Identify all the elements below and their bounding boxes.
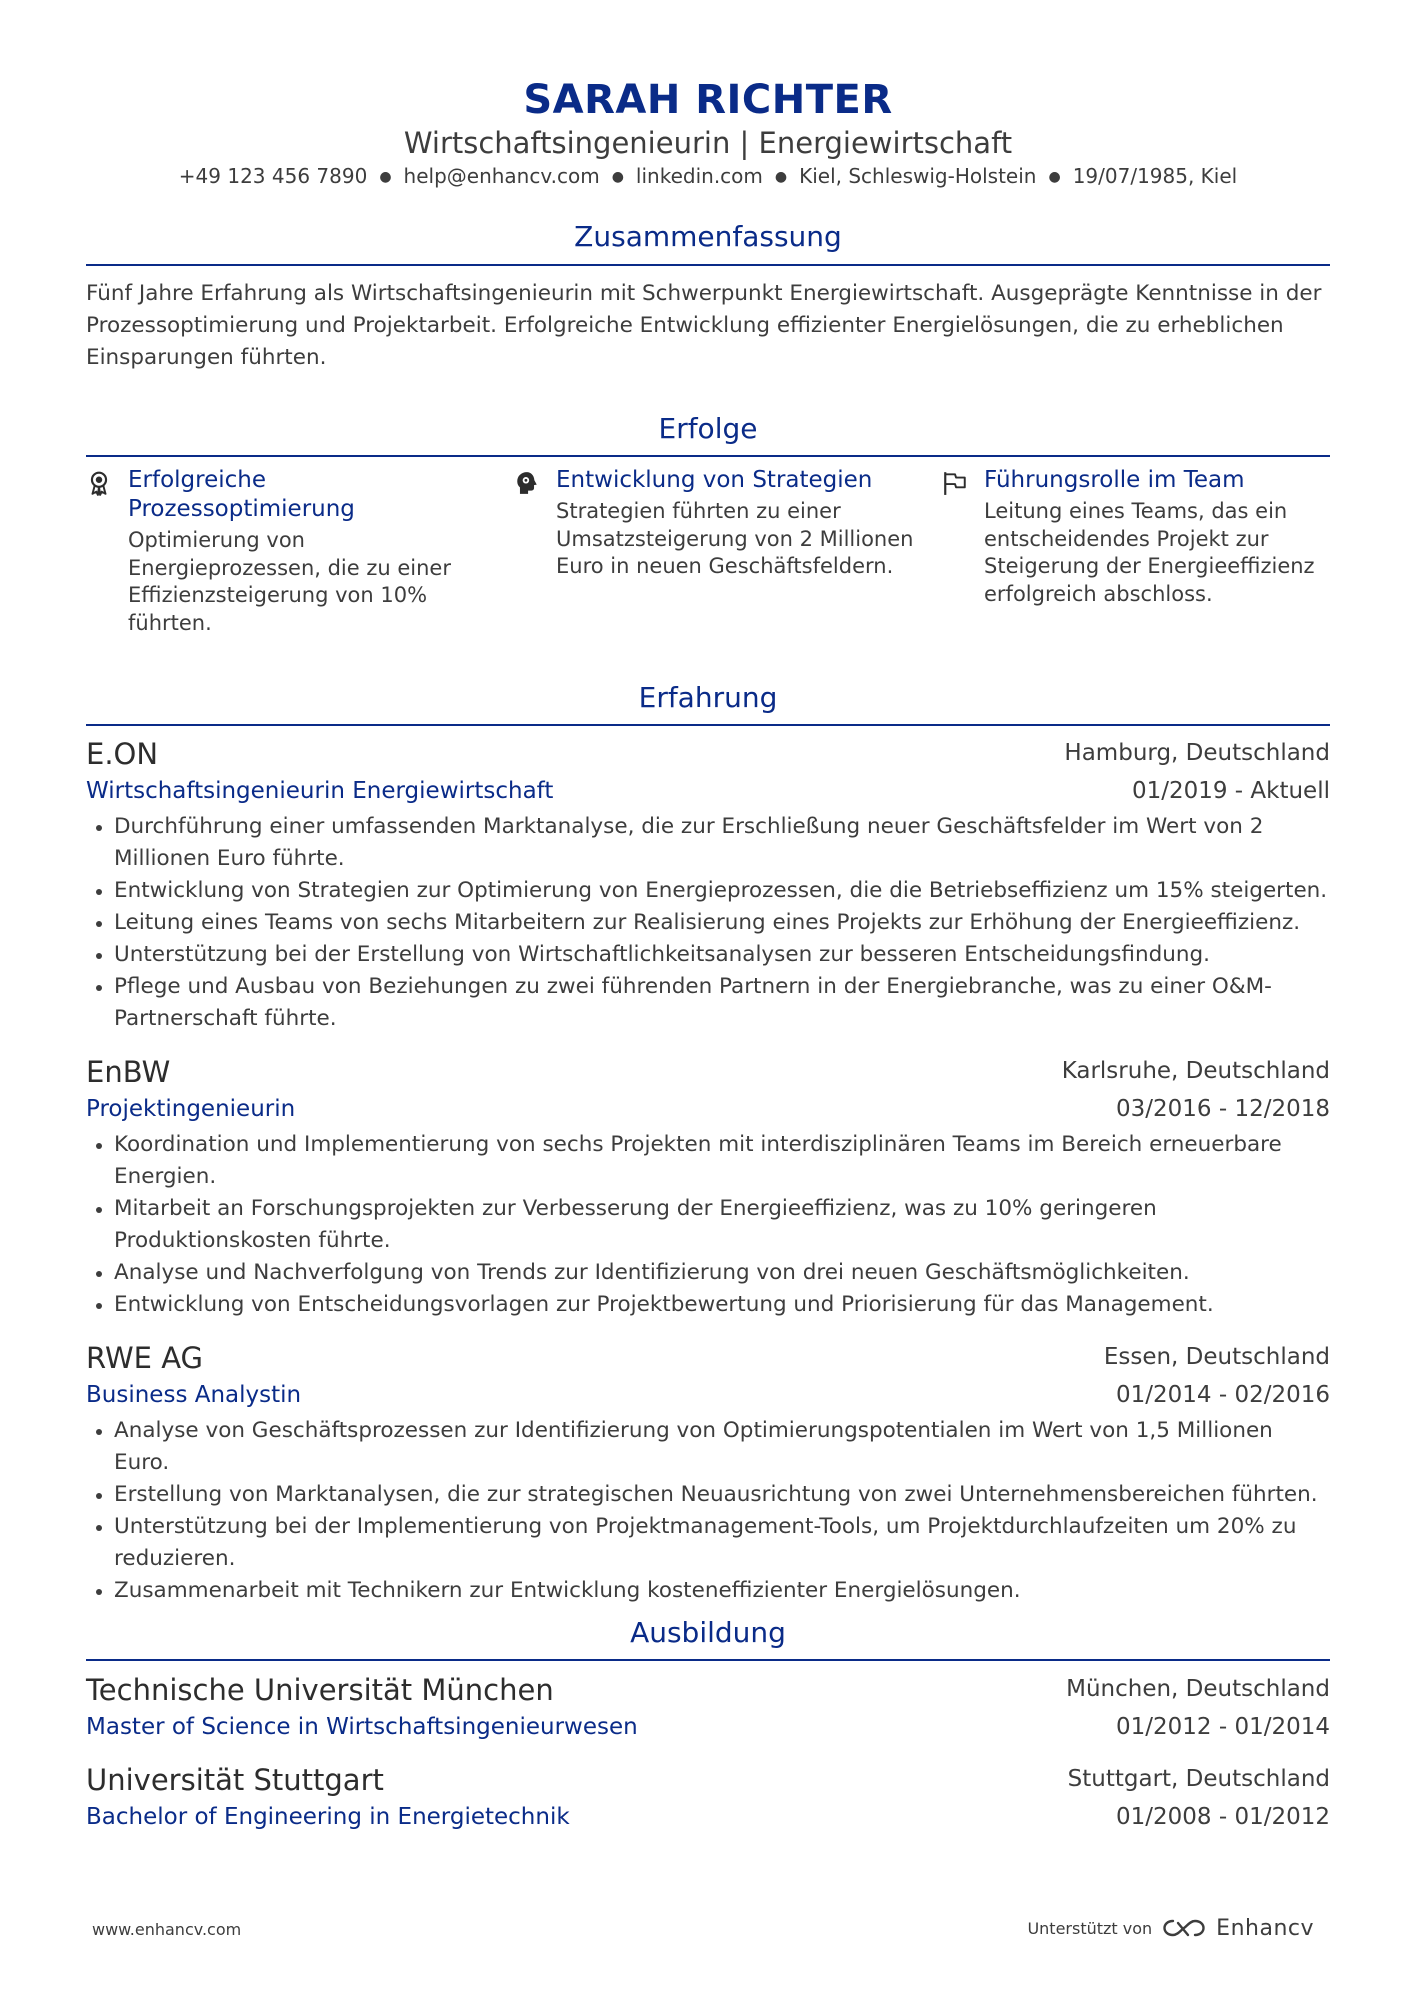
achievement-item bbox=[86, 466, 486, 637]
list-item: Analyse und Nachverfolgung von Trends zur Identifizierung von drei neuen Geschäftsmöglichkeiten. bbox=[114, 1257, 1330, 1289]
experience-divider bbox=[86, 724, 1330, 726]
summary-divider bbox=[86, 264, 1330, 266]
achievement-title: Führungsrolle im Team bbox=[984, 467, 1245, 493]
achievement-description: Optimierung von Energieprozessen, die zu einer Effizienzsteigerung von 10% führten. bbox=[128, 528, 451, 635]
flag-icon bbox=[942, 470, 968, 496]
education-dates: 01/2012 - 01/2014 bbox=[1115, 1714, 1330, 1740]
job-company: RWE AG bbox=[86, 1341, 203, 1375]
job-location: Essen, Deutschland bbox=[1103, 1344, 1330, 1370]
list-item: Leitung eines Teams von sechs Mitarbeitern zur Realisierung eines Projekts zur Erhöhung der Energieeffizienz. bbox=[114, 907, 1330, 939]
list-item: Unterstützung bei der Implementierung von Projektmanagement-Tools, um Projektdurchlaufzeiten um 20% zu reduzieren. bbox=[114, 1511, 1330, 1575]
education-entry bbox=[86, 1762, 1330, 1833]
achievement-title: Entwicklung von Strategien bbox=[556, 467, 873, 493]
education-degree: Master of Science in Wirtschaftsingenieurwesen bbox=[86, 1714, 638, 1740]
education-location: München, Deutschland bbox=[1066, 1676, 1330, 1702]
job-dates: 01/2014 - 02/2016 bbox=[1115, 1382, 1330, 1408]
job-company: E.ON bbox=[86, 737, 159, 771]
contact-linkedin: linkedin.com bbox=[635, 164, 763, 188]
contact-email: help@enhancv.com bbox=[403, 164, 600, 188]
education-school: Technische Universität München bbox=[86, 1673, 554, 1707]
list-item: Pflege und Ausbau von Beziehungen zu zwei führenden Partnern in der Energiebranche, was zu einer O&M-Partnerschaft führte. bbox=[114, 971, 1330, 1035]
achievements-divider bbox=[86, 455, 1330, 457]
award-ribbon-icon bbox=[86, 470, 112, 496]
candidate-subtitle: Wirtschaftsingenieurin | Energiewirtschaft bbox=[403, 126, 1013, 160]
candidate-name: SARAH RICHTER bbox=[523, 77, 893, 123]
job-entry bbox=[86, 1054, 1330, 1321]
achievement-title: Erfolgreiche Prozessoptimierung bbox=[128, 467, 355, 522]
education-entry bbox=[86, 1672, 1330, 1743]
education-location: Stuttgart, Deutschland bbox=[1067, 1766, 1330, 1792]
bullet-separator: ● bbox=[379, 169, 392, 185]
contact-phone: +49 123 456 7890 bbox=[178, 164, 368, 188]
experience-heading: Erfahrung bbox=[638, 681, 778, 714]
footer-powered-by: Unterstützt von bbox=[1027, 1918, 1153, 1938]
footer-website[interactable]: www.enhancv.com bbox=[92, 1920, 242, 1939]
education-divider bbox=[86, 1659, 1330, 1661]
summary-text: Fünf Jahre Erfahrung als Wirtschaftsingenieurin mit Schwerpunkt Energiewirtschaft. Ausgeprägte Kenntnisse in der Prozessoptimierung und Projektarbeit. Erfolgreiche Entwicklung effizienter Energielösungen, die zu erheblichen Einsparungen führten. bbox=[86, 281, 1322, 370]
education-dates: 01/2008 - 01/2012 bbox=[1115, 1804, 1330, 1830]
job-location: Karlsruhe, Deutschland bbox=[1061, 1058, 1330, 1084]
list-item: Mitarbeit an Forschungsprojekten zur Verbesserung der Energieeffizienz, was zu 10% geringeren Produktionskosten führte. bbox=[114, 1193, 1330, 1257]
job-role: Wirtschaftsingenieurin Energiewirtschaft bbox=[86, 778, 554, 804]
list-item: Durchführung einer umfassenden Marktanalyse, die zur Erschließung neuer Geschäftsfelder im Wert von 2 Millionen Euro führte. bbox=[114, 811, 1330, 875]
contact-location: Kiel, Schleswig-Holstein bbox=[799, 164, 1037, 188]
enhancv-logo-icon bbox=[1162, 1917, 1206, 1939]
job-dates: 03/2016 - 12/2018 bbox=[1115, 1096, 1330, 1122]
job-company: EnBW bbox=[86, 1055, 171, 1089]
bullet-separator: ● bbox=[774, 169, 788, 185]
list-item: Zusammenarbeit mit Technikern zur Entwicklung kosteneffizienter Energielösungen. bbox=[114, 1575, 1330, 1607]
achievement-description: Strategien führten zu einer Umsatzsteigerung von 2 Millionen Euro in neuen Geschäftsfeldern. bbox=[556, 499, 914, 578]
list-item: Analyse von Geschäftsprozessen zur Identifizierung von Optimierungspotentialen im Wert von 1,5 Millionen Euro. bbox=[114, 1415, 1330, 1479]
bullet-separator: ● bbox=[1048, 169, 1061, 185]
job-location: Hamburg, Deutschland bbox=[1064, 740, 1330, 766]
job-entry bbox=[86, 1340, 1330, 1607]
list-item: Unterstützung bei der Erstellung von Wirtschaftlichkeitsanalysen zur besseren Entscheidungsfindung. bbox=[114, 939, 1330, 971]
footer-brand: Enhancv bbox=[1216, 1915, 1314, 1941]
job-bullets bbox=[86, 1129, 1330, 1321]
education-heading: Ausbildung bbox=[630, 1616, 786, 1649]
contact-line bbox=[86, 162, 1330, 191]
job-bullets bbox=[86, 1415, 1330, 1607]
footer-branding bbox=[1027, 1912, 1314, 1944]
bullet-separator: ● bbox=[611, 169, 624, 185]
job-entry bbox=[86, 736, 1330, 1035]
education-degree: Bachelor of Engineering in Energietechnik bbox=[86, 1804, 570, 1830]
head-gear-icon bbox=[514, 470, 540, 496]
education-school: Universität Stuttgart bbox=[86, 1763, 384, 1797]
job-dates: 01/2019 - Aktuell bbox=[1131, 778, 1330, 804]
contact-birth: 19/07/1985, Kiel bbox=[1072, 164, 1238, 188]
list-item: Entwicklung von Entscheidungsvorlagen zur Projektbewertung und Priorisierung für das Management. bbox=[114, 1289, 1330, 1321]
list-item: Erstellung von Marktanalysen, die zur strategischen Neuausrichtung von zwei Unternehmensbereichen führten. bbox=[114, 1479, 1330, 1511]
achievements-heading: Erfolge bbox=[658, 412, 758, 445]
achievement-item bbox=[942, 466, 1342, 608]
achievement-item bbox=[514, 466, 914, 581]
achievement-description: Leitung eines Teams, das ein entscheidendes Projekt zur Steigerung der Energieeffizienz erfolgreich abschloss. bbox=[984, 499, 1315, 606]
job-role: Projektingenieurin bbox=[86, 1096, 296, 1122]
list-item: Entwicklung von Strategien zur Optimierung von Energieprozessen, die die Betriebseffizienz um 15% steigerten. bbox=[114, 875, 1330, 907]
job-bullets bbox=[86, 811, 1330, 1035]
job-role: Business Analystin bbox=[86, 1382, 302, 1408]
summary-heading: Zusammenfassung bbox=[574, 220, 842, 253]
list-item: Koordination und Implementierung von sechs Projekten mit interdisziplinären Teams im Bereich erneuerbare Energien. bbox=[114, 1129, 1330, 1193]
